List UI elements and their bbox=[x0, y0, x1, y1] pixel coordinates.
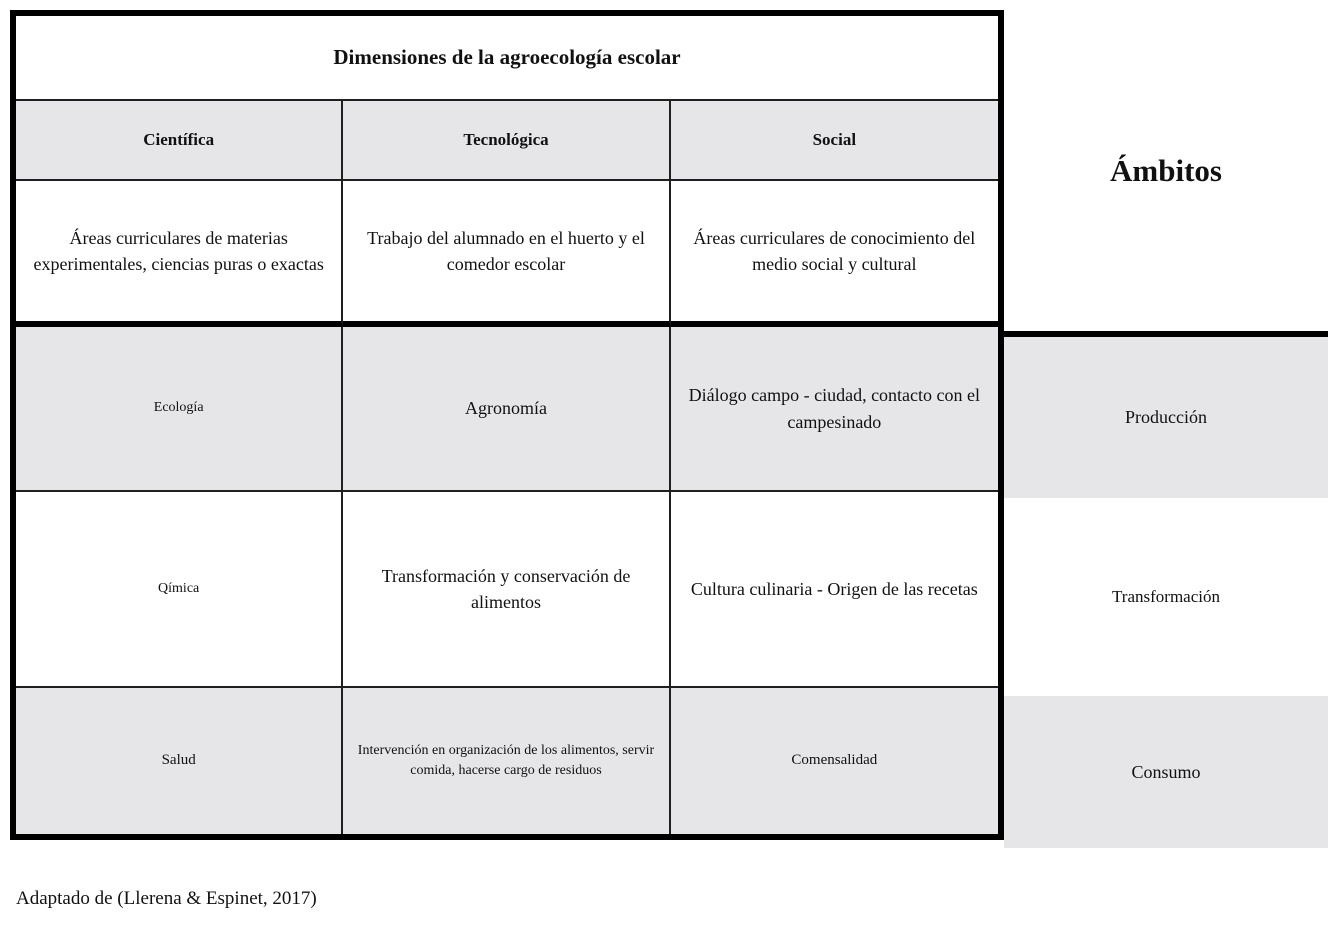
cell-consumo-cientifica: Salud bbox=[16, 688, 343, 834]
column-header-cientifica: Científica bbox=[16, 101, 343, 181]
column-header-tecnologica: Tecnológica bbox=[343, 101, 670, 181]
table-layout bbox=[10, 10, 1341, 848]
cell-transformacion-tecnologica: Transformación y conservación de alimentos bbox=[343, 492, 670, 688]
description-social: Áreas curriculares de conocimiento del medio social y cultural bbox=[671, 181, 998, 327]
ambitos-title: Ámbitos bbox=[1004, 10, 1328, 331]
ambito-produccion: Producción bbox=[1004, 331, 1328, 498]
cell-produccion-cientifica: Ecología bbox=[16, 327, 343, 492]
cell-transformacion-cientifica: Qímica bbox=[16, 492, 343, 688]
ambito-transformacion: Transformación bbox=[1004, 498, 1328, 696]
column-header-social: Social bbox=[671, 101, 998, 181]
description-cientifica: Áreas curriculares de materias experimentales, ciencias puras o exactas bbox=[16, 181, 343, 327]
cell-consumo-social: Comensalidad bbox=[671, 688, 998, 834]
cell-transformacion-social: Cultura culinaria - Origen de las recetas bbox=[671, 492, 998, 688]
ambitos-column bbox=[1004, 10, 1328, 848]
table-title: Dimensiones de la agroecología escolar bbox=[16, 16, 998, 101]
cell-consumo-tecnologica: Intervención en organización de los alimentos, servir comida, hacerse cargo de residuos bbox=[343, 688, 670, 834]
cell-produccion-tecnologica: Agronomía bbox=[343, 327, 670, 492]
cell-produccion-social: Diálogo campo - ciudad, contacto con el campesinado bbox=[671, 327, 998, 492]
source-caption: Adaptado de (Llerena & Espinet, 2017) bbox=[16, 888, 317, 909]
dimensions-table bbox=[10, 10, 1004, 840]
description-tecnologica: Trabajo del alumnado en el huerto y el comedor escolar bbox=[343, 181, 670, 327]
ambito-consumo: Consumo bbox=[1004, 696, 1328, 848]
